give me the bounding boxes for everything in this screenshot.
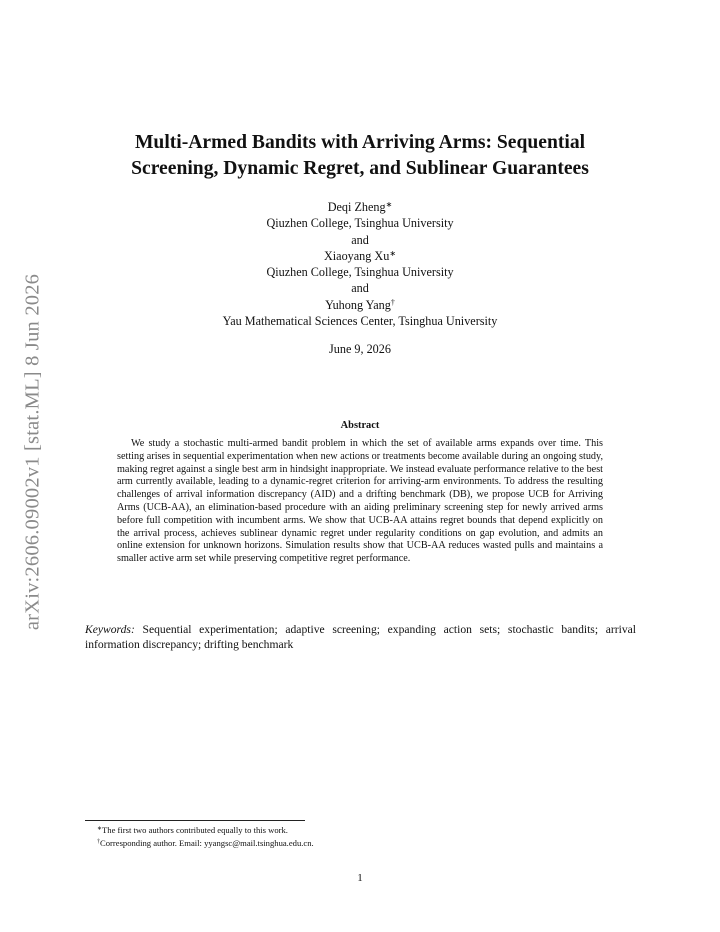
arxiv-identifier-stamp: arXiv:2606.09002v1 [stat.ML] 8 Jun 2026 [21, 273, 44, 631]
page-number: 1 [357, 872, 363, 884]
footnote-1 [85, 824, 645, 837]
author-1-footnote-mark: ∗ [385, 200, 393, 209]
author-1 [60, 199, 660, 215]
keywords-text: Sequential experimentation; adaptive screening; expanding action sets; stochastic bandits; arrival information discrepancy; drifting benchmark [85, 623, 636, 651]
footnote-1-text: The first two authors contributed equally to this work. [102, 825, 288, 835]
author-3-name: Yuhong Yang [325, 297, 391, 312]
footnote-2-text: Corresponding author. Email: yyangsc@mail.tsinghua.edu.cn. [100, 837, 314, 848]
keywords-label: Keywords: [85, 623, 135, 636]
author-2-affiliation: Qiuzhen College, Tsinghua University [266, 265, 454, 280]
author-separator-1: and [351, 232, 369, 247]
footnote-divider [85, 820, 305, 821]
publication-date: June 9, 2026 [329, 342, 391, 356]
abstract-body: We study a stochastic multi-armed bandit problem in which the set of available arms expands over time. This setting arises in sequential experimentation when new actions or treatments become available during an ongoing study, making regret against a single best arm in hindsight inappropriate. We instead evaluate performance relative to the best arm currently available, leading to a dynamic-regret criterion for arriving-arm environments. To address the resulting challenges of arrival information discrepancy (AID) and a drifting benchmark (DB), we propose UCB for Arriving Arms (UCB-AA), an elimination-based procedure with an aiding preliminary screening step for newly arrived arms before full competition with incumbent arms. We show that UCB-AA attains regret bounds that depend explicitly on the arrival process, achieves sublinear dynamic regret under regularity conditions on gap evolution, and admits an online extension for unknown horizons. Simulation results show that UCB-AA reduces wasted pulls and maintains a smaller active arm set while preserving competitive regret performance. [117, 438, 603, 565]
author-2 [60, 248, 660, 264]
paper-title-line-1: Multi-Armed Bandits with Arriving Arms: Sequential [134, 132, 586, 153]
paper-title [60, 130, 660, 182]
footnote-1-mark: ∗ [97, 826, 103, 832]
keywords-paragraph [85, 622, 636, 652]
author-separator-2: and [351, 281, 369, 296]
author-3-footnote-mark: † [390, 297, 395, 307]
author-2-name: Xiaoyang Xu [323, 248, 390, 263]
abstract-heading: Abstract [340, 420, 380, 431]
author-2-footnote-mark: ∗ [389, 248, 397, 258]
paper-title-line-2: Screening, Dynamic Regret, and Sublinear Guarantees [131, 158, 589, 179]
author-block [60, 199, 660, 329]
author-1-affiliation: Qiuzhen College, Tsinghua University [266, 216, 454, 231]
footnote-2 [85, 837, 645, 850]
author-3 [60, 297, 660, 313]
author-3-affiliation: Yau Mathematical Sciences Center, Tsinghua University [222, 314, 498, 329]
footnotes [85, 824, 645, 850]
author-1-name: Deqi Zheng [327, 200, 386, 214]
footnote-2-mark: † [97, 838, 100, 845]
